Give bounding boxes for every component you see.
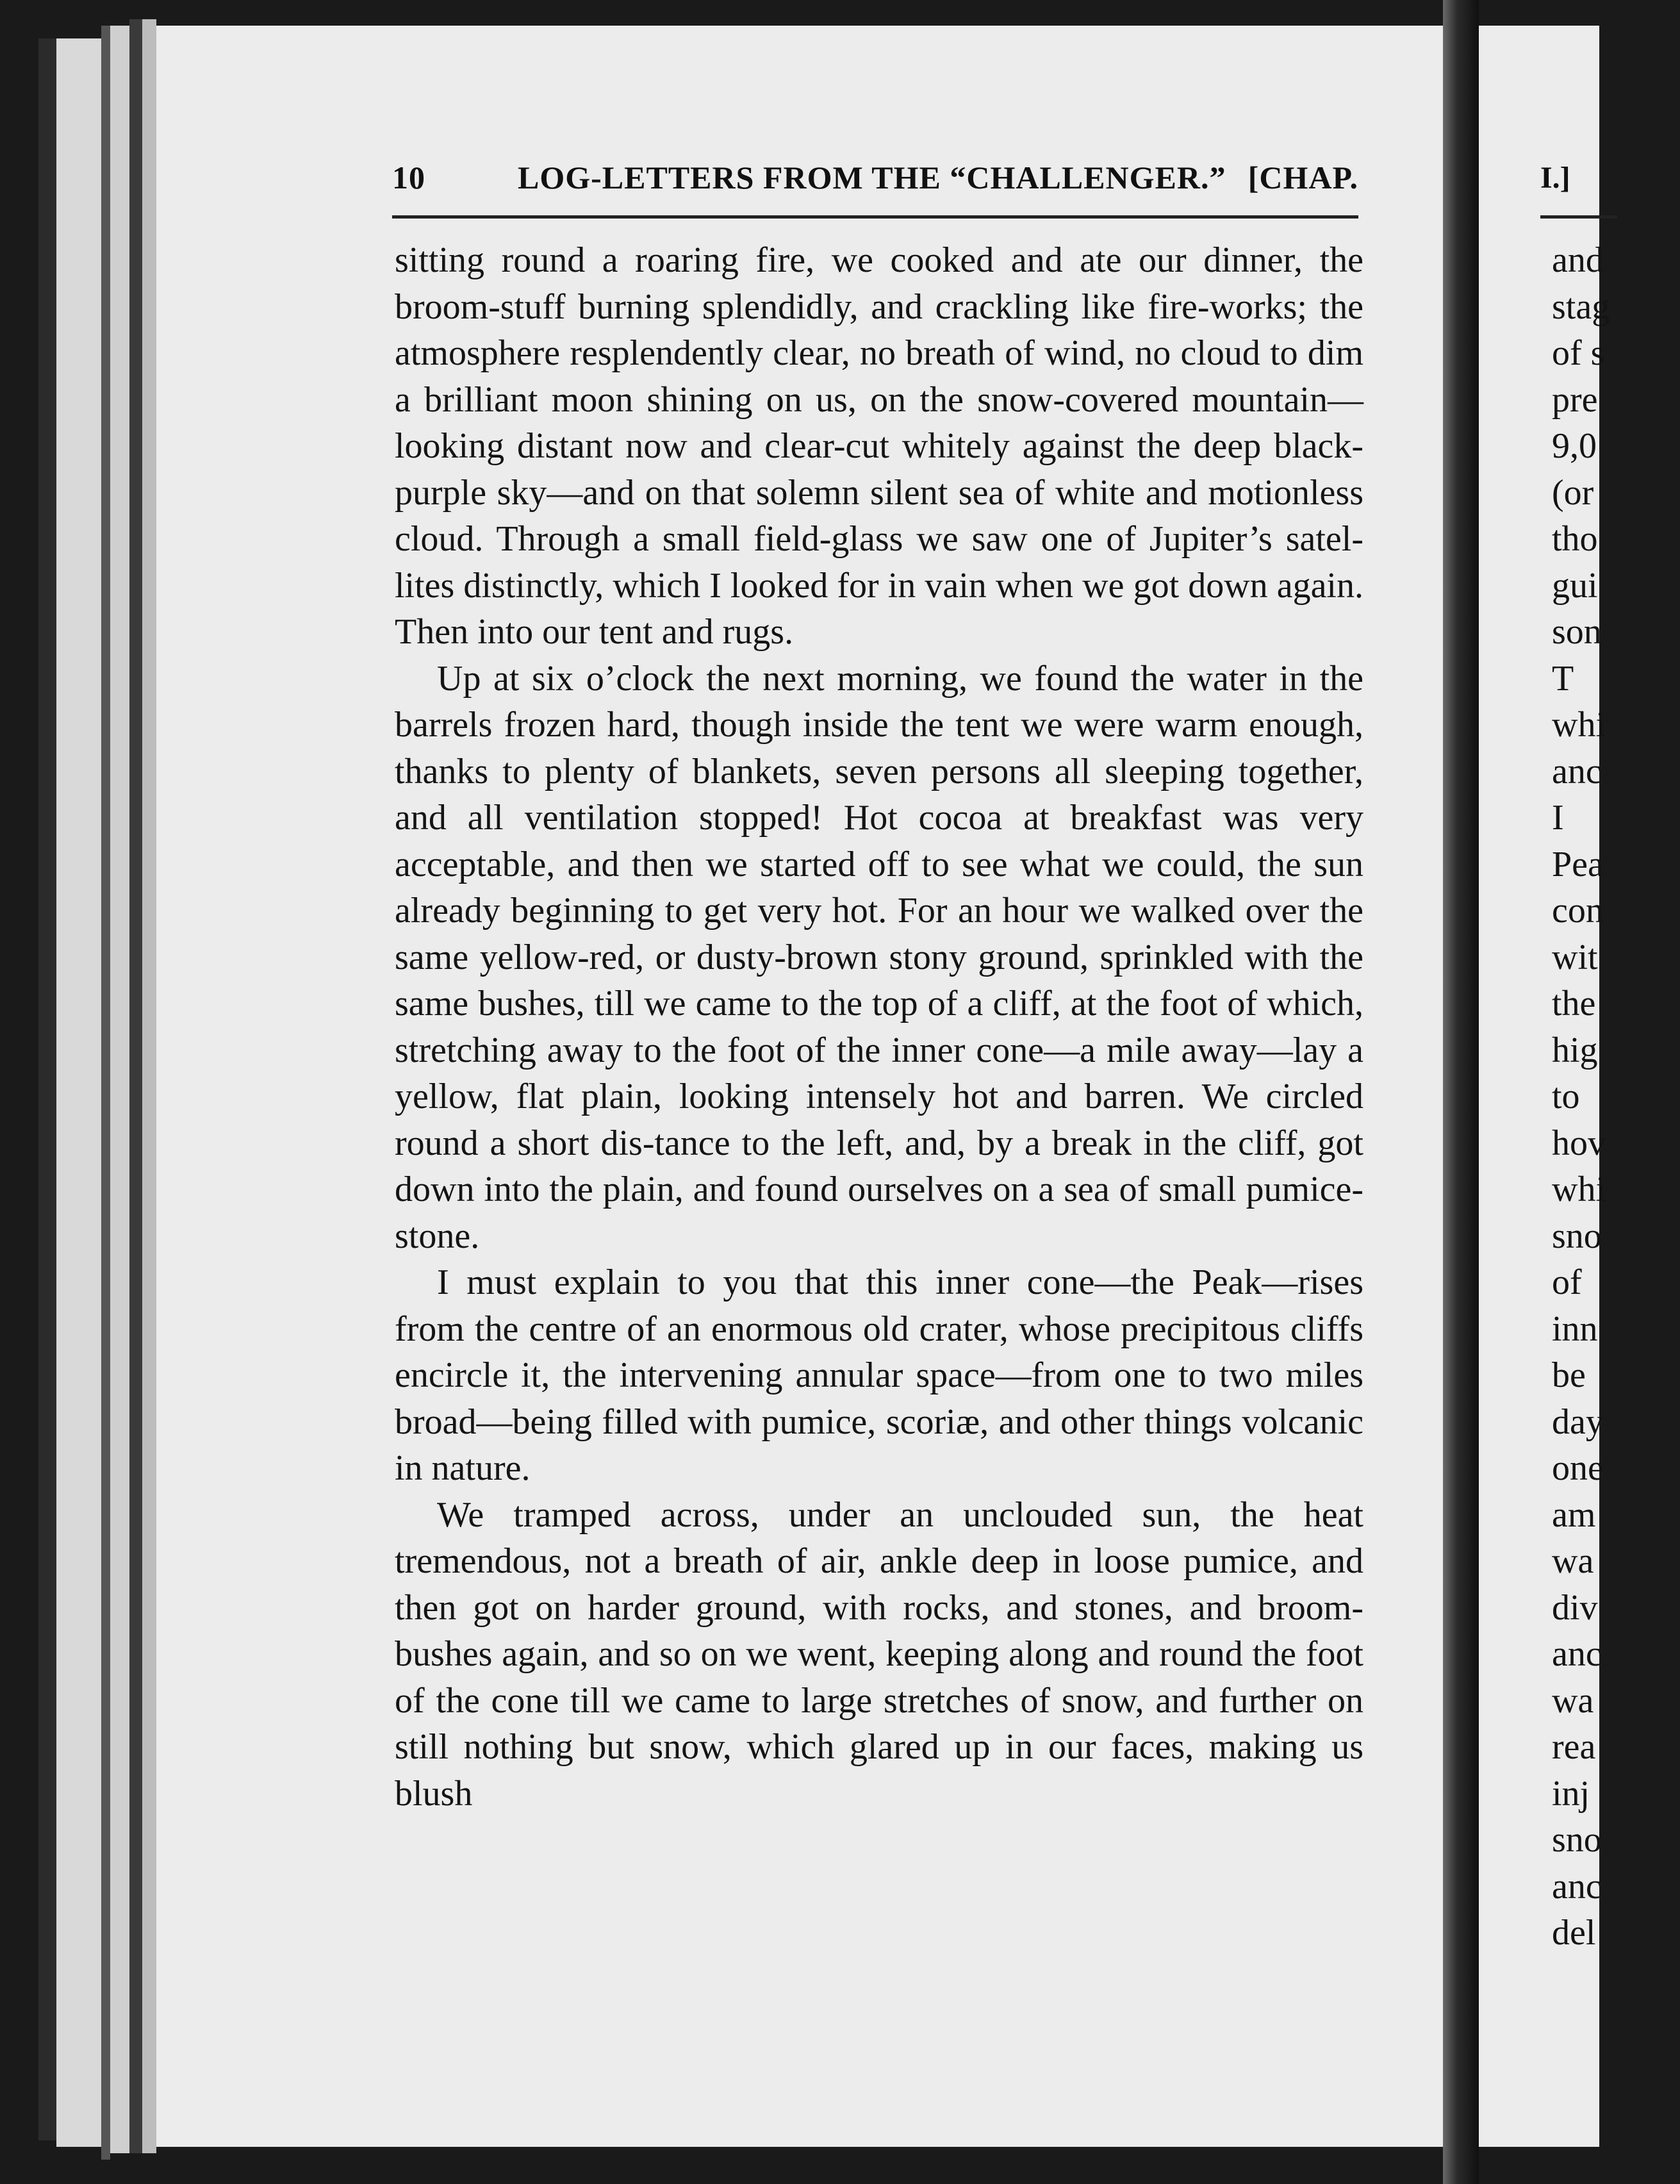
facing-line-fragment: whi	[1552, 1170, 1606, 1209]
facing-line-fragment: sno	[1552, 1216, 1602, 1256]
facing-line-fragment: stag	[1552, 286, 1610, 327]
facing-line-fragment: I	[1552, 798, 1564, 838]
facing-page-header: I.]	[1540, 161, 1570, 195]
facing-line-fragment: T	[1552, 658, 1574, 699]
facing-line-fragment: div	[1552, 1587, 1598, 1628]
page-number: 10	[392, 160, 425, 195]
facing-line-fragment: anc	[1552, 1634, 1602, 1674]
facing-line-fragment: of	[1552, 1262, 1582, 1302]
running-header	[392, 159, 1358, 210]
book-edge	[38, 38, 56, 2140]
facing-line-fragment: whi	[1552, 705, 1606, 745]
facing-line-fragment: anc	[1552, 1866, 1602, 1907]
facing-line-fragment: inj	[1552, 1773, 1590, 1814]
facing-line-fragment: gui	[1552, 565, 1598, 606]
book-gutter	[1443, 0, 1479, 2184]
facing-line-fragment: one	[1552, 1448, 1604, 1488]
facing-line-fragment: (or	[1552, 472, 1594, 513]
facing-header-rule	[1540, 215, 1617, 219]
paragraph: Up at six o’clock the next morning, we found the water in the barrels frozen hard, though inside the tent we were warm enough, thanks to plenty of blankets, seven persons all sleeping together, and all ventilation stopped! Hot cocoa at breakfast was very acceptable, and then we started off to see what we could, the sun already beginning to get very hot. For an hour we walked over the same yellow-red, or dusty-brown stony ground, sprinkled with the same bushes, till we came to the top of a cliff, at the foot of which, stretching away to the foot of the inner cone—a mile away—lay a yellow, flat plain, looking intensely hot and barren. We circled round a short dis-tance to the left, and, by a break in the cliff, got down into the plain, and found ourselves on a sea of small pumice-stone.	[395, 658, 1363, 1256]
facing-line-fragment: and	[1552, 240, 1604, 280]
facing-line-fragment: the	[1552, 984, 1596, 1023]
facing-line-fragment: Pea	[1552, 844, 1604, 884]
facing-line-fragment: tho	[1552, 519, 1598, 559]
facing-line-fragment: anc	[1552, 751, 1602, 791]
facing-line-fragment: be	[1552, 1355, 1586, 1395]
facing-line-fragment: day	[1552, 1402, 1604, 1442]
facing-page-text	[1552, 237, 1680, 1956]
book-edge	[129, 19, 142, 2153]
book-edge	[110, 26, 129, 2153]
facing-line-fragment: inn	[1552, 1309, 1598, 1349]
facing-line-fragment: wit	[1552, 937, 1598, 977]
book-edge	[142, 19, 156, 2153]
facing-line-fragment: pre	[1552, 379, 1598, 420]
facing-line-fragment: sno	[1552, 1820, 1602, 1860]
facing-line-fragment: rea	[1552, 1727, 1596, 1767]
book-edge	[101, 26, 110, 2160]
facing-line-fragment: son	[1552, 612, 1602, 652]
facing-page	[1479, 26, 1610, 2147]
facing-line-fragment: to	[1552, 1077, 1580, 1116]
facing-line-fragment: del	[1552, 1913, 1596, 1953]
facing-line-fragment: wa	[1552, 1541, 1594, 1581]
chapter-mark: [CHAP.	[1248, 160, 1358, 195]
facing-line-fragment: of s	[1552, 333, 1605, 373]
book-edge	[56, 38, 101, 2147]
facing-line-fragment: con	[1552, 891, 1604, 931]
page-body	[395, 237, 1363, 1817]
facing-line-fragment: wa	[1552, 1680, 1594, 1721]
facing-line-fragment: hov	[1552, 1123, 1606, 1163]
paragraph: I must explain to you that this inner cone—the Peak—rises from the centre of an enormous old crater, whose precipitous cliffs encircle it, the intervening annular space—from one to two miles broad—being filled with pumice, scoriæ, and other things volcanic in nature.	[395, 1262, 1363, 1488]
paragraph: We tramped across, under an unclouded sun, the heat tremendous, not a breath of air, ankle deep in loose pumice, and then got on harder ground, with rocks, and stones, and broom-bushes again, and so on we went, keeping along and round the foot of the cone till we came to large stretches of snow, and further on still nothing but snow, which glared up in our faces, making us blush	[395, 1494, 1363, 1814]
facing-line-fragment: 9,0	[1552, 426, 1597, 466]
facing-line-fragment: am	[1552, 1494, 1596, 1535]
facing-line-fragment: hig	[1552, 1030, 1598, 1070]
running-title: LOG-LETTERS FROM THE “CHALLENGER.”	[518, 160, 1226, 195]
header-rule	[392, 215, 1358, 219]
paragraph: sitting round a roaring fire, we cooked and ate our dinner, the broom-stuff burning splendidly, and crackling like fire-works; the atmosphere resplendently clear, no breath of wind, no cloud to dim a brilliant moon shining on us, on the snow-covered mountain—looking distant now and clear-cut whitely against the deep black-purple sky—and on that solemn silent sea of white and motionless cloud. Through a small field-glass we saw one of Jupiter’s satel-lites distinctly, which I looked for in vain when we got down again. Then into our tent and rugs.	[395, 240, 1363, 652]
